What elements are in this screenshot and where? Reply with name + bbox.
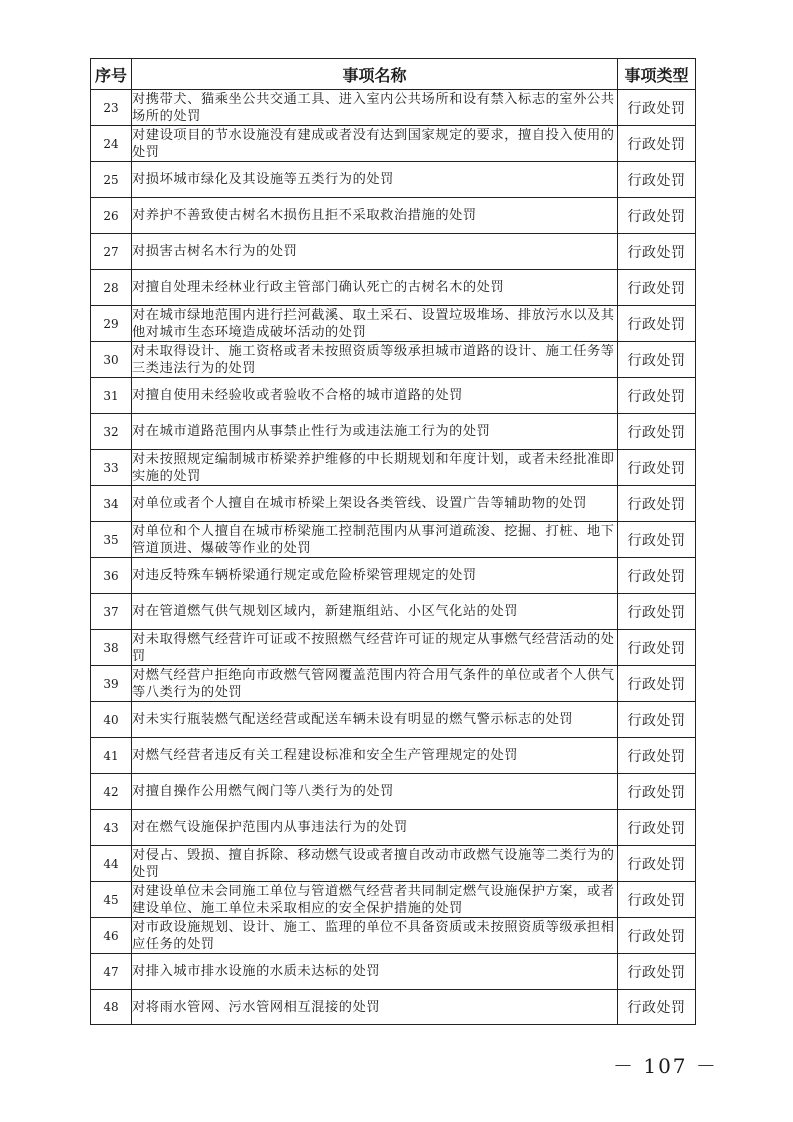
row-item-type: 行政处罚 (618, 810, 696, 846)
row-item-type: 行政处罚 (618, 162, 696, 198)
row-item-name: 对建设单位未会同施工单位与管道燃气经营者共同制定燃气设施保护方案，或者建设单位、施工单位未采取相应的安全保护措施的处罚 (132, 882, 618, 918)
table-row (91, 918, 696, 954)
row-item-name: 对在城市道路范围内从事禁止性行为或违法施工行为的处罚 (132, 414, 618, 450)
row-item-name: 对擅自操作公用燃气阀门等八类行为的处罚 (132, 774, 618, 810)
header-item-name: 事项名称 (132, 59, 618, 90)
table-header-row (91, 59, 696, 90)
row-item-name: 对未取得设计、施工资格或者未按照资质等级承担城市道路的设计、施工任务等三类违法行为的处罚 (132, 342, 618, 378)
row-item-type: 行政处罚 (618, 342, 696, 378)
row-item-name: 对未取得燃气经营许可证或不按照燃气经营许可证的规定从事燃气经营活动的处罚 (132, 630, 618, 666)
row-serial-number: 36 (91, 558, 132, 594)
table-row (91, 594, 696, 630)
table-row (91, 414, 696, 450)
table-row (91, 990, 696, 1025)
row-item-name: 对在燃气设施保护范围内从事违法行为的处罚 (132, 810, 618, 846)
table-row (91, 342, 696, 378)
row-item-type: 行政处罚 (618, 198, 696, 234)
table-row (91, 162, 696, 198)
row-item-type: 行政处罚 (618, 846, 696, 882)
row-item-type: 行政处罚 (618, 522, 696, 558)
row-item-name: 对未实行瓶装燃气配送经营或配送车辆未设有明显的燃气警示标志的处罚 (132, 702, 618, 738)
page-number: － 107 － (613, 1054, 718, 1078)
row-serial-number: 45 (91, 882, 132, 918)
row-item-name: 对携带犬、猫乘坐公共交通工具、进入室内公共场所和设有禁入标志的室外公共场所的处罚 (132, 90, 618, 126)
row-item-type: 行政处罚 (618, 270, 696, 306)
table-row (91, 522, 696, 558)
row-serial-number: 29 (91, 306, 132, 342)
row-item-type: 行政处罚 (618, 954, 696, 990)
row-item-type: 行政处罚 (618, 234, 696, 270)
row-item-name: 对市政设施规划、设计、施工、监理的单位不具备资质或未按照资质等级承担相应任务的处罚 (132, 918, 618, 954)
row-serial-number: 28 (91, 270, 132, 306)
row-item-name: 对燃气经营户拒绝向市政燃气管网覆盖范围内符合用气条件的单位或者个人供气等八类行为的处罚 (132, 666, 618, 702)
table-row (91, 702, 696, 738)
table-row (91, 198, 696, 234)
table-row (91, 270, 696, 306)
row-item-type: 行政处罚 (618, 378, 696, 414)
table-row (91, 306, 696, 342)
header-serial-number: 序号 (91, 59, 132, 90)
row-item-type: 行政处罚 (618, 882, 696, 918)
row-item-name: 对损坏城市绿化及其设施等五类行为的处罚 (132, 162, 618, 198)
row-serial-number: 38 (91, 630, 132, 666)
row-serial-number: 46 (91, 918, 132, 954)
row-serial-number: 42 (91, 774, 132, 810)
row-item-type: 行政处罚 (618, 990, 696, 1025)
row-serial-number: 23 (91, 90, 132, 126)
table-row (91, 234, 696, 270)
row-serial-number: 47 (91, 954, 132, 990)
table-row (91, 738, 696, 774)
row-item-name: 对未按照规定编制城市桥梁养护维修的中长期规划和年度计划，或者未经批准即实施的处罚 (132, 450, 618, 486)
row-item-type: 行政处罚 (618, 486, 696, 522)
row-item-name: 对擅自使用未经验收或者验收不合格的城市道路的处罚 (132, 378, 618, 414)
row-serial-number: 40 (91, 702, 132, 738)
row-serial-number: 26 (91, 198, 132, 234)
row-item-type: 行政处罚 (618, 414, 696, 450)
row-serial-number: 31 (91, 378, 132, 414)
row-item-name: 对损害古树名木行为的处罚 (132, 234, 618, 270)
row-item-name: 对擅自处理未经林业行政主管部门确认死亡的古树名木的处罚 (132, 270, 618, 306)
table-row (91, 486, 696, 522)
row-item-type: 行政处罚 (618, 594, 696, 630)
table-row (91, 126, 696, 162)
row-item-type: 行政处罚 (618, 702, 696, 738)
row-serial-number: 27 (91, 234, 132, 270)
row-serial-number: 32 (91, 414, 132, 450)
row-serial-number: 43 (91, 810, 132, 846)
row-item-name: 对在城市绿地范围内进行拦河截溪、取土采石、设置垃圾堆场、排放污水以及其他对城市生态环境造成破坏活动的处罚 (132, 306, 618, 342)
row-item-name: 对在管道燃气供气规划区域内，新建瓶组站、小区气化站的处罚 (132, 594, 618, 630)
row-serial-number: 30 (91, 342, 132, 378)
row-item-type: 行政处罚 (618, 126, 696, 162)
row-serial-number: 48 (91, 990, 132, 1025)
row-item-type: 行政处罚 (618, 774, 696, 810)
items-table (90, 58, 696, 1025)
row-item-name: 对燃气经营者违反有关工程建设标准和安全生产管理规定的处罚 (132, 738, 618, 774)
row-serial-number: 33 (91, 450, 132, 486)
row-item-type: 行政处罚 (618, 558, 696, 594)
row-item-type: 行政处罚 (618, 630, 696, 666)
table-row (91, 810, 696, 846)
row-item-name: 对将雨水管网、污水管网相互混接的处罚 (132, 990, 618, 1025)
table-row (91, 882, 696, 918)
row-item-name: 对单位或者个人擅自在城市桥梁上架设各类管线、设置广告等辅助物的处罚 (132, 486, 618, 522)
row-serial-number: 35 (91, 522, 132, 558)
row-item-name: 对单位和个人擅自在城市桥梁施工控制范围内从事河道疏浚、挖掘、打桩、地下管道顶进、爆破等作业的处罚 (132, 522, 618, 558)
row-item-type: 行政处罚 (618, 738, 696, 774)
row-item-name: 对建设项目的节水设施没有建成或者没有达到国家规定的要求，擅自投入使用的处罚 (132, 126, 618, 162)
row-item-type: 行政处罚 (618, 450, 696, 486)
row-item-type: 行政处罚 (618, 666, 696, 702)
table-row (91, 378, 696, 414)
row-item-name: 对侵占、毁损、擅自拆除、移动燃气设或者擅自改动市政燃气设施等二类行为的处罚 (132, 846, 618, 882)
row-serial-number: 24 (91, 126, 132, 162)
table-row (91, 630, 696, 666)
table-row (91, 666, 696, 702)
row-serial-number: 41 (91, 738, 132, 774)
row-serial-number: 39 (91, 666, 132, 702)
row-item-type: 行政处罚 (618, 306, 696, 342)
table-row (91, 90, 696, 126)
row-serial-number: 44 (91, 846, 132, 882)
table-row (91, 954, 696, 990)
table-row (91, 558, 696, 594)
table-row (91, 846, 696, 882)
row-item-type: 行政处罚 (618, 90, 696, 126)
row-serial-number: 37 (91, 594, 132, 630)
table-row (91, 774, 696, 810)
row-item-name: 对违反特殊车辆桥梁通行规定或危险桥梁管理规定的处罚 (132, 558, 618, 594)
row-item-type: 行政处罚 (618, 918, 696, 954)
row-item-name: 对养护不善致使古树名木损伤且拒不采取救治措施的处罚 (132, 198, 618, 234)
header-item-type: 事项类型 (618, 59, 696, 90)
row-item-name: 对排入城市排水设施的水质未达标的处罚 (132, 954, 618, 990)
table-row (91, 450, 696, 486)
row-serial-number: 34 (91, 486, 132, 522)
row-serial-number: 25 (91, 162, 132, 198)
